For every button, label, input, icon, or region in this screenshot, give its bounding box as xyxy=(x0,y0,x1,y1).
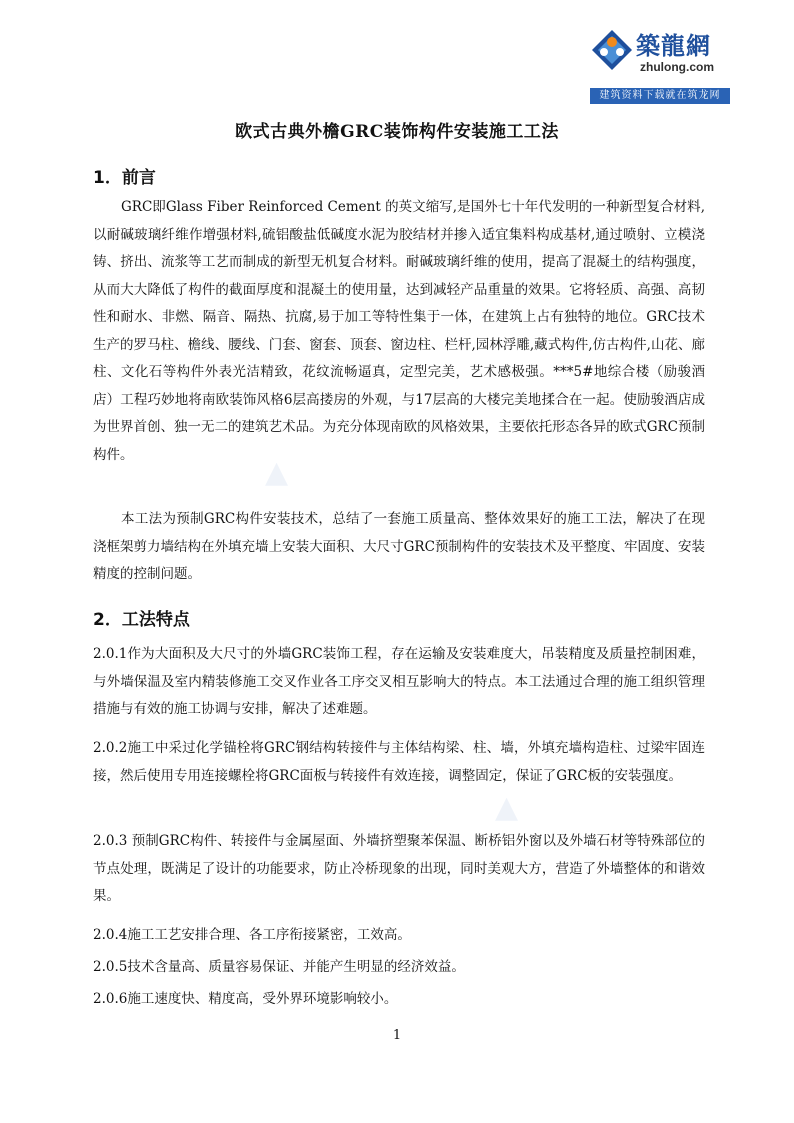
logo-tagline: 建筑资料下载就在筑龙网 xyxy=(590,88,730,104)
logo-domain: zhulong.com xyxy=(640,60,714,74)
item-2-0-4: 2.0.4施工工艺安排合理、各工序衔接紧密，工效高。 xyxy=(93,927,411,943)
item-2-0-5: 2.0.5技术含量高、质量容易保证、并能产生明显的经济效益。 xyxy=(93,959,465,975)
item-2-0-3: 2.0.3 预制GRC构件、转接件与金属屋面、外墙挤塑聚苯保温、断桥铝外窗以及外墙石材等特殊部位的节点处理，既满足了设计的功能要求，防止冷桥现象的出现，同时美观大方，营造了外墙整体的和谐效果。 xyxy=(93,833,705,904)
watermark: ▲ xyxy=(495,790,519,825)
section-1-paragraph-2: 本工法为预制GRC构件安装技术，总结了一套施工质量高、整体效果好的施工工法，解决了在现浇框架剪力墙结构在外填充墙上安装大面积、大尺寸GRC预制构件的安装技术及平整度、牢固度、安装精度的控制问题。 xyxy=(93,511,705,582)
section-2-heading: 2．工法特点 xyxy=(93,610,190,630)
item-2-0-1: 2.0.1作为大面积及大尺寸的外墙GRC装饰工程，存在运输及安装难度大，吊装精度及质量控制困难，与外墙保温及室内精装修施工交叉作业各工序交叉相互影响大的特点。本工法通过合理的施工组织管理措施与有效的施工协调与安排，解决了述难题。 xyxy=(93,646,705,717)
section-1-paragraph-1: GRC即Glass Fiber Reinforced Cement 的英文缩写,是国外七十年代发明的一种新型复合材料,以耐碱玻璃纤维作增强材料,硫铝酸盐低碱度水泥为胶结材并掺入适宜集料构成基材,通过喷射、立模浇铸、挤出、流浆等工艺而制成的新型无机复合材料。耐碱玻璃纤维的使用，提高了混凝土的结构强度，从而大大降低了构件的截面厚度和混凝土的使用量，达到减轻产品重量的效果。它将轻质、高强、高韧性和耐水、非燃、隔音、隔热、抗腐,易于加工等特性集于一体，在建筑上占有独特的地位。GRC技术生产的罗马柱、檐线、腰线、门套、窗套、顶套、窗边柱、栏杆,园林浮雕,藏式构件,仿古构件,山花、廊柱、文化石等构件外表光洁精致，花纹流畅逼真，定型完美，艺术感极强。***5#地综合楼（励骏酒店）工程巧妙地将南欧装饰风格6层高搂房的外观，与17层高的大楼完美地揉合在一起。使励骏酒店成为世界首创、独一无二的建筑艺术品。为充分体现南欧的风格效果，主要依托形态各异的欧式GRC预制构件。 xyxy=(93,199,705,463)
item-2-0-2: 2.0.2施工中采过化学锚栓将GRC钢结构转接件与主体结构梁、柱、墙，外填充墙构造柱、过梁牢固连接，然后使用专用连接螺栓将GRC面板与转接件有效连接，调整固定，保证了GRC板的安装强度。 xyxy=(93,740,705,784)
logo-diamond-icon xyxy=(590,28,634,72)
watermark: ▲ xyxy=(265,455,289,490)
logo-chinese-name: 築龍網 xyxy=(636,32,711,60)
page-number: 1 xyxy=(392,1028,402,1043)
zhulong-logo xyxy=(590,16,730,104)
document-title: 欧式古典外檐GRC装饰构件安装施工工法 xyxy=(235,122,559,142)
item-2-0-6: 2.0.6施工速度快、精度高，受外界环境影响较小。 xyxy=(93,991,398,1007)
section-1-heading: 1．前言 xyxy=(93,168,156,188)
